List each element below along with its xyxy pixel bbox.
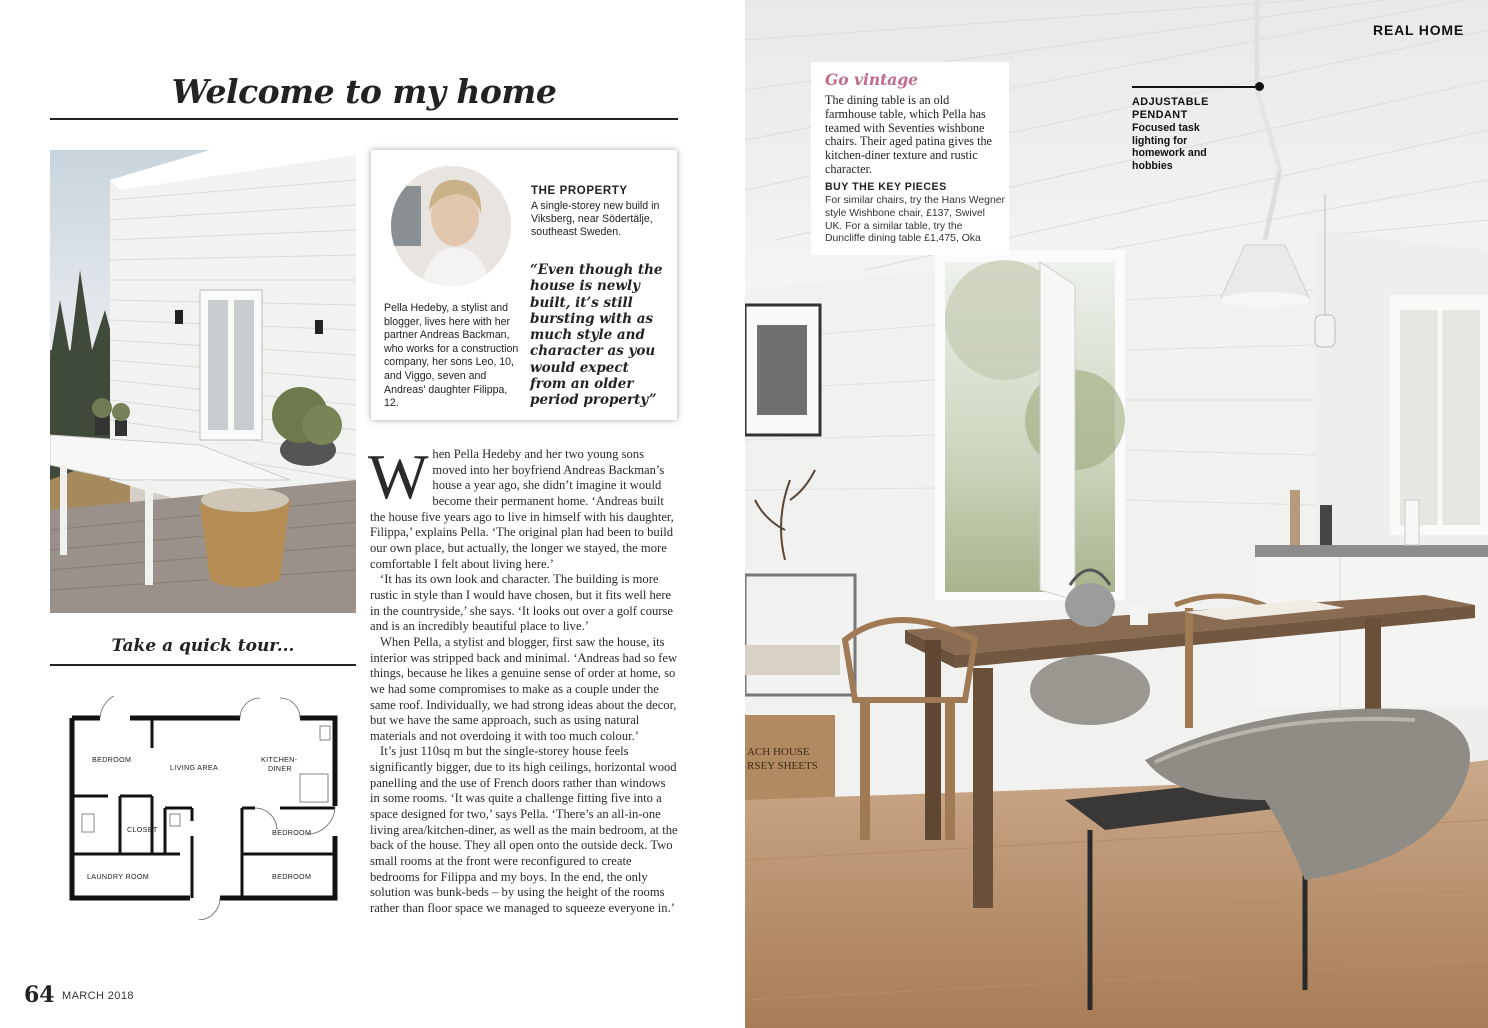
portrait-photo (391, 166, 511, 286)
section-label: REAL HOME (1373, 22, 1464, 38)
article-paragraph-1 (368, 441, 678, 572)
floor-plan (60, 696, 350, 920)
quote-open-mark: “ (530, 262, 538, 278)
crate-text-1: ACH HOUSE (747, 746, 810, 758)
article-body (368, 441, 678, 917)
pendant-heading: ADJUSTABLE PENDANT (1132, 96, 1209, 121)
room-laundry: LAUNDRY ROOM (87, 872, 150, 881)
article-paragraph-3: When Pella, a stylist and blogger, first saw the house, its interior was stripped back and minimal. ‘Andreas had so few things, because he likes a genuine sense of order at home, so we had some compromises to make as a couple under the same roof. Individually, we had strong ideas about the decor, but we have the same approach, such as using natural materials and not overdoing it with too much colour.’ (370, 634, 678, 743)
room-bedroom-3: BEDROOM (272, 872, 312, 881)
vintage-title: Go vintage (825, 70, 919, 89)
issue-date: MARCH 2018 (62, 990, 134, 1002)
room-bedroom-main: BEDROOM (92, 755, 132, 764)
drop-cap: W (368, 441, 429, 512)
profile-caption: Pella Hedeby, a stylist and blogger, lives here with her partner Andreas Backman, who works for a construction company, her sons Leo, 10, and Viggo, seven and Andreas' daughter Filippa, 12. (384, 302, 519, 410)
room-kitchen-diner-2: DINER (268, 764, 292, 773)
profile-box (371, 150, 677, 420)
exterior-deck-photo (50, 150, 356, 613)
go-vintage-box (811, 62, 1009, 255)
exterior-deck-illustration (50, 150, 356, 613)
vintage-text: The dining table is an old farmhouse table, which Pella has teamed with Seventies wishbone chairs. Their aged patina gives the kitchen-diner texture and rustic character. (825, 93, 992, 176)
pendant-text: Focused task lighting for homework and hobbies (1132, 122, 1207, 172)
room-kitchen-diner-1: KITCHEN- (261, 755, 298, 764)
key-pieces-text: For similar chairs, try the Hans Wegner style Wishbone chair, £137, Swivel UK. For a similar table, try the Duncliffe dining table £1,475, Oka (825, 195, 1005, 245)
room-bedroom-2: BEDROOM (272, 828, 312, 837)
title-divider (50, 118, 678, 120)
property-description: A single-storey new build in Viksberg, near Södertälje, southeast Sweden. (531, 200, 660, 239)
quote-text: Even though the house is newly built, it’s still bursting with as much style and character as you would expect from an older period property (530, 262, 663, 409)
article-paragraph-2: ‘It has its own look and character. The building is more rustic in style than I would have chosen, but it fits well here in the countryside,’ she says. ‘It looks out over a golf course and is an incredibly beautiful place to live.’ (370, 572, 673, 634)
key-pieces-heading: BUY THE KEY PIECES (825, 181, 947, 193)
page-title: Welcome to my home (171, 72, 557, 111)
property-heading: THE PROPERTY (531, 185, 628, 197)
tour-title: Take a quick tour... (111, 636, 295, 656)
article-paragraph-4: It’s just 110sq m but the single-storey house feels significantly bigger, due to its high ceilings, horizontal wood panelling and the use of French doors rather than windows in some rooms. ‘It was quite a challenge fitting five into a space designed for two,’ says Pella. ‘There’s an all-in-one living area/kitchen-diner, as well as the main bedroom, at the back of the house. They all open onto the outside deck. Two small rooms at the front were reconfigured to create bedrooms for Filippa and my boys. In the end, the only solution was bunk-beds – by using the height of the rooms rather than floor space we managed to squeeze everyone in.’ (370, 744, 678, 916)
article-paragraph-1-text: hen Pella Hedeby and her two young sons moved into her boyfriend Andreas Backman’s house a year ago, she didn’t imagine it would become their permanent home. ‘Andreas built the house five years ago to live in himself with his daughter, Filippa,’ explains Pella. ‘The original plan had been to build our own place, but actually, the longer we stayed, the more comfortable I felt about living here.’ (370, 447, 674, 571)
pendant-callout-dot (1255, 82, 1264, 91)
page-number: 64 (24, 982, 55, 1008)
pull-quote (530, 262, 665, 409)
quote-close-mark: ” (648, 392, 657, 409)
room-closet: CLOSET (127, 825, 158, 834)
room-living-area: LIVING AREA (170, 763, 219, 772)
crate-text-2: RSEY SHEETS (747, 760, 818, 772)
tour-divider (50, 664, 356, 666)
pendant-callout-line (1132, 86, 1260, 88)
portrait-illustration (391, 166, 511, 286)
